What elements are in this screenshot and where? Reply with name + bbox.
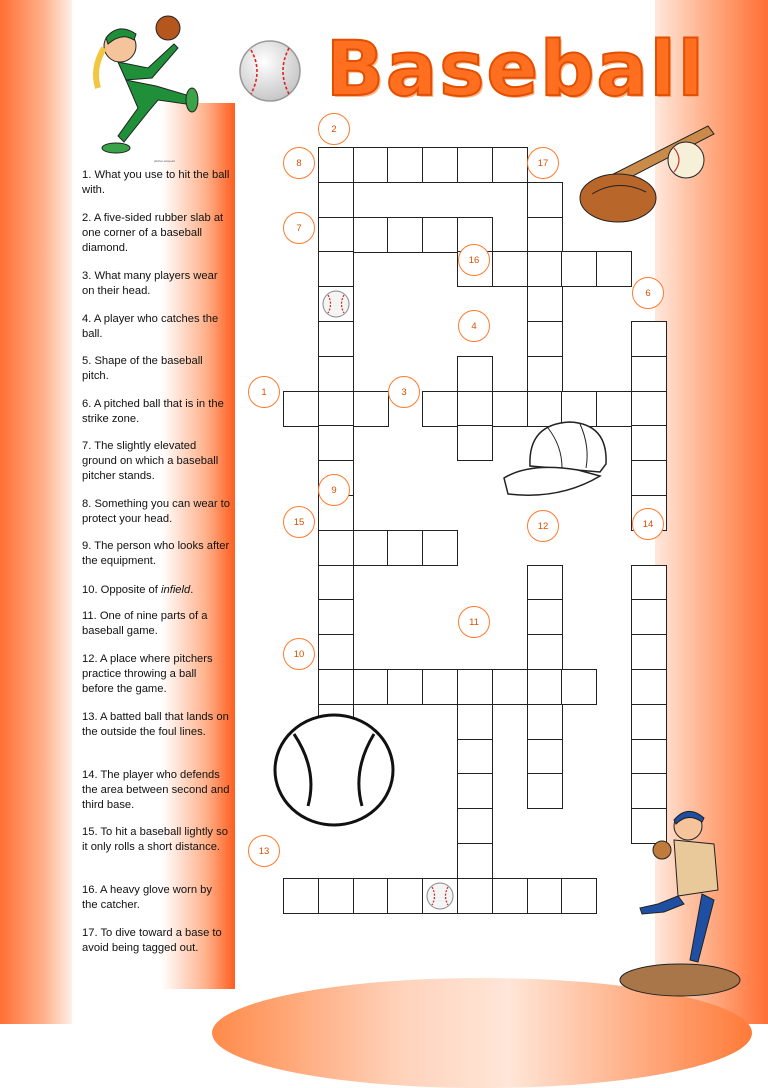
clue-number-16: 16 [458, 244, 490, 276]
clue-4: 4. A player who catches the ball. [82, 313, 219, 340]
large-baseball-outline [272, 712, 396, 828]
crossword-cell[interactable] [527, 321, 563, 357]
crossword-cell[interactable] [492, 251, 528, 287]
crossword-cell[interactable] [387, 217, 423, 253]
clue-1: 1. What you use to hit the ball with. [82, 169, 230, 196]
clue-10: 10. Opposite of infield. [82, 584, 194, 596]
crossword-cell[interactable] [561, 251, 597, 287]
clue-11: 11. One of nine parts of a baseball game. [82, 610, 208, 637]
crossword-cell[interactable] [527, 773, 563, 809]
clue-number-15: 15 [283, 506, 315, 538]
crossword-cell[interactable] [318, 182, 354, 218]
crossword-cell[interactable] [457, 808, 493, 844]
crossword-cell[interactable] [318, 634, 354, 670]
crossword-cell[interactable] [631, 634, 667, 670]
crossword-cell[interactable] [631, 739, 667, 775]
crossword-cell[interactable] [457, 739, 493, 775]
crossword-cell[interactable] [631, 669, 667, 705]
crossword-cell[interactable] [596, 251, 632, 287]
crossword-cell[interactable] [318, 425, 354, 461]
crossword-cell[interactable] [422, 878, 458, 914]
crossword-cell[interactable] [457, 391, 493, 427]
clue-number-2: 2 [318, 113, 350, 145]
crossword-cell[interactable] [353, 147, 389, 183]
crossword-cell[interactable] [318, 147, 354, 183]
clue-16: 16. A heavy glove worn by the catcher. [82, 884, 212, 911]
crossword-cell[interactable] [387, 878, 423, 914]
crossword-cell[interactable] [318, 878, 354, 914]
crossword-cell[interactable] [527, 599, 563, 635]
clue-number-1: 1 [248, 376, 280, 408]
crossword-cell[interactable] [318, 565, 354, 601]
crossword-cell[interactable] [318, 217, 354, 253]
baseball-cap-illustration [500, 416, 612, 502]
baseball-icon [237, 38, 303, 104]
clue-number-10: 10 [283, 638, 315, 670]
crossword-cell[interactable] [353, 669, 389, 705]
crossword-cell[interactable] [631, 460, 667, 496]
crossword-cell[interactable] [457, 669, 493, 705]
clue-number-4: 4 [458, 310, 490, 342]
clue-17: 17. To dive toward a base to avoid being tagged out. [82, 927, 222, 954]
clue-number-8: 8 [283, 147, 315, 179]
crossword-cell[interactable] [457, 356, 493, 392]
clue-10-italic: infield [161, 584, 191, 596]
clue-8: 8. Something you can wear to protect your head. [82, 498, 231, 525]
clue-number-11: 11 [458, 606, 490, 638]
crossword-cell[interactable] [527, 251, 563, 287]
crossword-cell[interactable] [422, 147, 458, 183]
crossword-cell[interactable] [422, 391, 458, 427]
crossword-cell[interactable] [318, 391, 354, 427]
clue-7: 7. The slightly elevated ground on which a baseball pitcher stands. [82, 440, 219, 482]
crossword-cell[interactable] [283, 391, 319, 427]
crossword-cell[interactable] [318, 321, 354, 357]
crossword-cell[interactable] [631, 565, 667, 601]
crossword-cell[interactable] [353, 391, 389, 427]
crossword-cell[interactable] [353, 878, 389, 914]
crossword-cell[interactable] [492, 669, 528, 705]
crossword-cell[interactable] [527, 217, 563, 253]
crossword-cell[interactable] [318, 669, 354, 705]
clue-number-12: 12 [527, 510, 559, 542]
crossword-cell[interactable] [631, 391, 667, 427]
crossword-cell[interactable] [318, 530, 354, 566]
crossword-cell[interactable] [631, 321, 667, 357]
crossword-cell[interactable] [457, 843, 493, 879]
pitcher-girl-illustration [78, 8, 208, 158]
clue-2: 2. A five-sided rubber slab at one corner of a baseball diamond. [82, 212, 224, 254]
crossword-cell[interactable] [457, 773, 493, 809]
clue-number-14: 14 [632, 508, 664, 540]
clue-9: 9. The person who looks after the equipment. [82, 540, 230, 567]
crossword-cell[interactable] [527, 704, 563, 740]
clue-number-6: 6 [632, 277, 664, 309]
crossword-cell[interactable] [457, 878, 493, 914]
crossword-cell[interactable] [561, 669, 597, 705]
crossword-cell[interactable] [561, 878, 597, 914]
crossword-cell[interactable] [457, 147, 493, 183]
crossword-cell[interactable] [422, 669, 458, 705]
clue-number-13: 13 [248, 835, 280, 867]
crossword-cell[interactable] [318, 286, 354, 322]
crossword-cell[interactable] [527, 565, 563, 601]
clue-number-3: 3 [388, 376, 420, 408]
crossword-cell[interactable] [422, 217, 458, 253]
crossword-cell[interactable] [527, 634, 563, 670]
crossword-cell[interactable] [283, 878, 319, 914]
crossword-cell[interactable] [492, 878, 528, 914]
panel-caption: pitcher-wrap-art [154, 159, 176, 163]
crossword-cell[interactable] [318, 356, 354, 392]
clue-13: 13. A batted ball that lands on the outside the foul lines. [82, 711, 229, 738]
crossword-cell[interactable] [387, 530, 423, 566]
clue-number-9: 9 [318, 474, 350, 506]
crossword-cell[interactable] [318, 599, 354, 635]
crossword-cell[interactable] [318, 251, 354, 287]
crossword-cell[interactable] [527, 286, 563, 322]
crossword-cell[interactable] [457, 425, 493, 461]
clue-5: 5. Shape of the baseball pitch. [82, 355, 203, 382]
crossword-cell[interactable] [631, 425, 667, 461]
crossword-cell[interactable] [527, 356, 563, 392]
page-title: Baseball [326, 24, 706, 113]
clue-12: 12. A place where pitchers practice throwing a ball before the game. [82, 653, 213, 695]
crossword-cell[interactable] [527, 878, 563, 914]
clue-3: 3. What many players wear on their head. [82, 270, 218, 297]
crossword-cell[interactable] [631, 704, 667, 740]
clue-14: 14. The player who defends the area between second and third base. [82, 769, 230, 811]
crossword-cell[interactable] [631, 356, 667, 392]
pitcher-boy-illustration [618, 800, 746, 1000]
crossword-cell[interactable] [422, 530, 458, 566]
crossword-cell[interactable] [631, 599, 667, 635]
crossword-cell[interactable] [457, 704, 493, 740]
crossword-cell[interactable] [387, 147, 423, 183]
clue-15: 15. To hit a baseball lightly so it only rolls a short distance. [82, 826, 228, 853]
crossword-cell[interactable] [353, 217, 389, 253]
clue-6: 6. A pitched ball that is in the strike zone. [82, 398, 224, 425]
crossword-cell[interactable] [527, 739, 563, 775]
crossword-cell[interactable] [387, 669, 423, 705]
crossword-cell[interactable] [353, 530, 389, 566]
clue-number-7: 7 [283, 212, 315, 244]
crossword-cell[interactable] [492, 147, 528, 183]
bat-glove-ball-illustration [572, 118, 718, 230]
clue-number-17: 17 [527, 147, 559, 179]
crossword-cell[interactable] [527, 669, 563, 705]
left-gradient-edge [0, 0, 72, 1024]
crossword-cell[interactable] [527, 182, 563, 218]
